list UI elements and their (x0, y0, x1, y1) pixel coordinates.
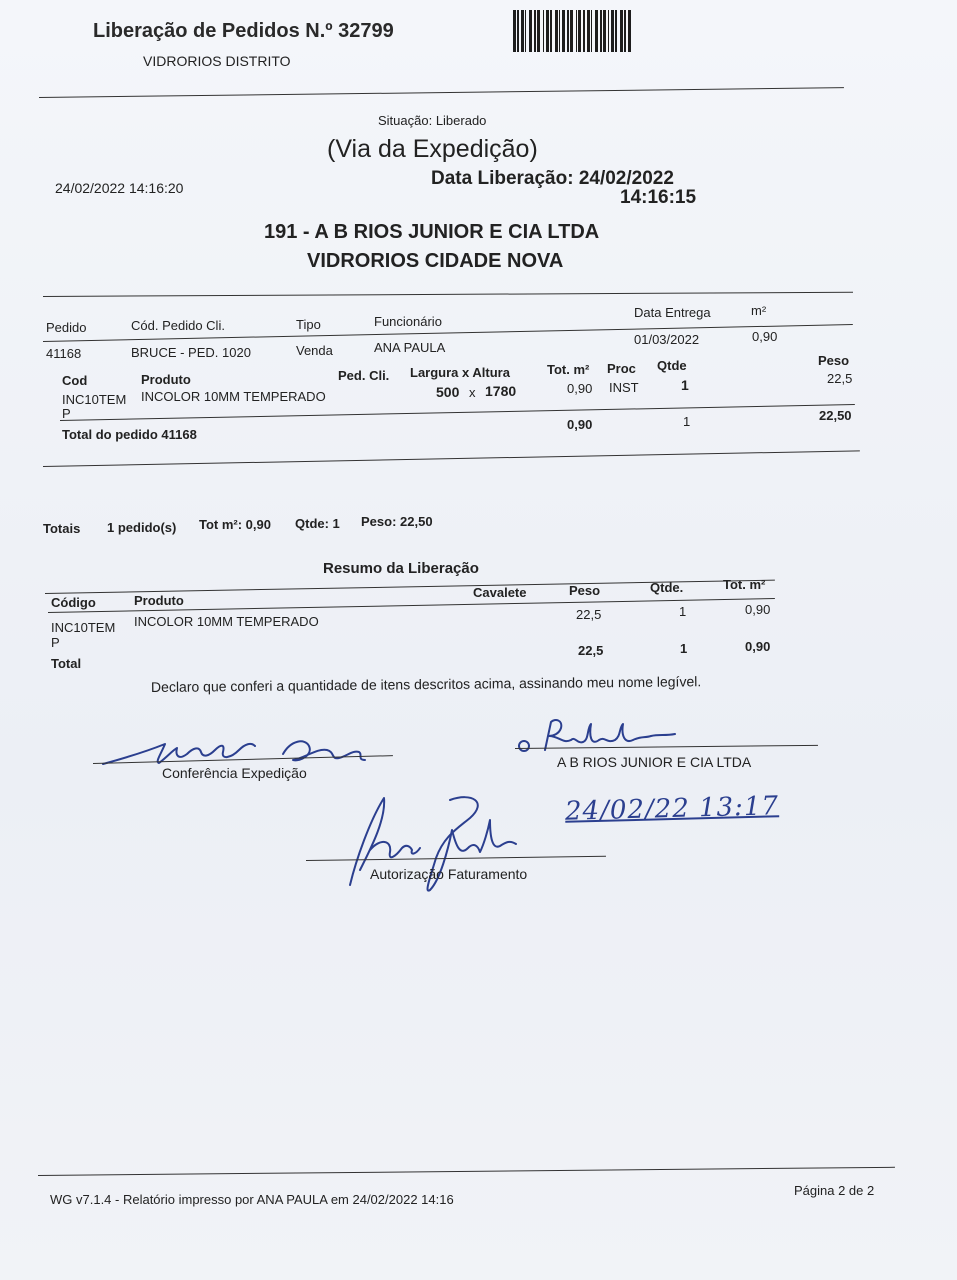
item-qtde: 1 (681, 377, 689, 393)
data-entrega-value: 01/03/2022 (634, 332, 700, 347)
cliente-name: 191 - A B RIOS JUNIOR E CIA LTDA (264, 221, 600, 243)
table-bottom-border (43, 450, 860, 467)
item-largura: 500 (436, 384, 460, 400)
barcode (513, 10, 655, 52)
resumo-title: Resumo da Liberação (323, 560, 479, 577)
col-cod: Cod (62, 373, 88, 388)
via-label: (Via da Expedição) (327, 135, 538, 163)
situacao: Situação: Liberado (378, 113, 487, 128)
report-title: Liberação de Pedidos N.º 32799 (93, 20, 394, 42)
resumo-codigo-line2: P (51, 635, 60, 650)
resumo-tot-m2: 0,90 (745, 602, 771, 617)
pedido-number: 41168 (46, 346, 82, 361)
total-pedido-m2: 0,90 (567, 417, 593, 432)
totais-peso: Peso: 22,50 (361, 514, 433, 529)
col-peso: Peso (818, 353, 850, 368)
footer-printed-by: WG v7.1.4 - Relatório impresso por ANA PAULA em 24/02/2022 14:16 (50, 1192, 454, 1207)
resumo-total-qtde: 1 (680, 641, 688, 656)
totais-qtde: Qtde: 1 (295, 516, 340, 531)
resumo-codigo-line1: INC10TEM (51, 620, 116, 635)
resumo-col-cavalete: Cavalete (473, 585, 527, 600)
signature-autorizacao (340, 790, 540, 900)
resumo-qtde: 1 (679, 604, 687, 619)
item-proc: INST (609, 380, 639, 395)
footer-divider (38, 1167, 895, 1176)
table-top-border (43, 292, 853, 297)
resumo-total-peso: 22,5 (578, 643, 604, 658)
item-divider (60, 404, 855, 421)
col-cod-pedido-cli: Cód. Pedido Cli. (131, 318, 225, 333)
resumo-col-qtde: Qtde. (650, 580, 684, 595)
resumo-col-tot-m2: Tot. m² (723, 577, 766, 592)
total-pedido-peso: 22,50 (819, 408, 852, 423)
resumo-total-m2: 0,90 (745, 639, 771, 654)
totais-m2: Tot m²: 0,90 (199, 517, 271, 532)
col-funcionario: Funcionário (374, 314, 442, 329)
m2-value: 0,90 (752, 329, 778, 344)
data-liberacao: Data Liberação: 24/02/2022 (431, 168, 674, 189)
resumo-total-label: Total (51, 656, 82, 671)
total-pedido-label: Total do pedido 41168 (62, 427, 197, 442)
col-proc: Proc (607, 361, 636, 376)
item-tot-m2: 0,90 (567, 381, 593, 396)
loja-name: VIDRORIOS CIDADE NOVA (307, 250, 564, 272)
col-data-entrega: Data Entrega (634, 305, 711, 320)
col-qtde: Qtde (657, 358, 687, 373)
resumo-col-peso: Peso (569, 583, 601, 598)
col-pedido: Pedido (46, 320, 87, 335)
item-peso: 22,5 (827, 371, 853, 386)
handwritten-date: 24/02/22 13:17 (564, 791, 780, 827)
signature-cliente (515, 714, 695, 759)
tipo-value: Venda (296, 343, 333, 358)
col-tot-m2: Tot. m² (547, 362, 590, 377)
item-x: x (469, 385, 476, 400)
divider (39, 87, 844, 98)
declaracao-text: Declaro que conferi a quantidade de itens descritos acima, assinando meu nome legível. (150, 673, 702, 695)
total-pedido-qtde: 1 (683, 414, 691, 429)
hora-liberacao: 14:16:15 (620, 187, 697, 208)
col-largura-altura: Largura x Altura (410, 365, 510, 380)
company-name: VIDRORIOS DISTRITO (143, 53, 291, 69)
autorizacao-label: Autorização Faturamento (370, 866, 528, 882)
totais-label: Totais (43, 521, 81, 536)
resumo-produto: INCOLOR 10MM TEMPERADO (134, 614, 319, 629)
totais-pedidos: 1 pedido(s) (107, 520, 177, 535)
col-produto: Produto (141, 372, 191, 387)
footer-page-number: Página 2 de 2 (794, 1183, 875, 1198)
item-altura: 1780 (485, 383, 517, 399)
cod-pedido-cli: BRUCE - PED. 1020 (131, 345, 251, 360)
item-cod-line1: INC10TEM (62, 392, 127, 407)
col-m2: m² (751, 303, 767, 318)
item-cod-line2: P (62, 406, 71, 421)
cliente-signature-label: A B RIOS JUNIOR E CIA LTDA (557, 754, 752, 770)
conferencia-label: Conferência Expedição (162, 765, 307, 781)
col-tipo: Tipo (296, 317, 321, 332)
resumo-peso: 22,5 (576, 607, 602, 622)
resumo-col-produto: Produto (134, 593, 184, 608)
item-produto: INCOLOR 10MM TEMPERADO (141, 389, 326, 404)
funcionario-value: ANA PAULA (374, 340, 446, 355)
col-ped-cli: Ped. Cli. (338, 368, 390, 383)
resumo-col-codigo: Código (51, 595, 96, 610)
print-datetime: 24/02/2022 14:16:20 (55, 180, 184, 196)
